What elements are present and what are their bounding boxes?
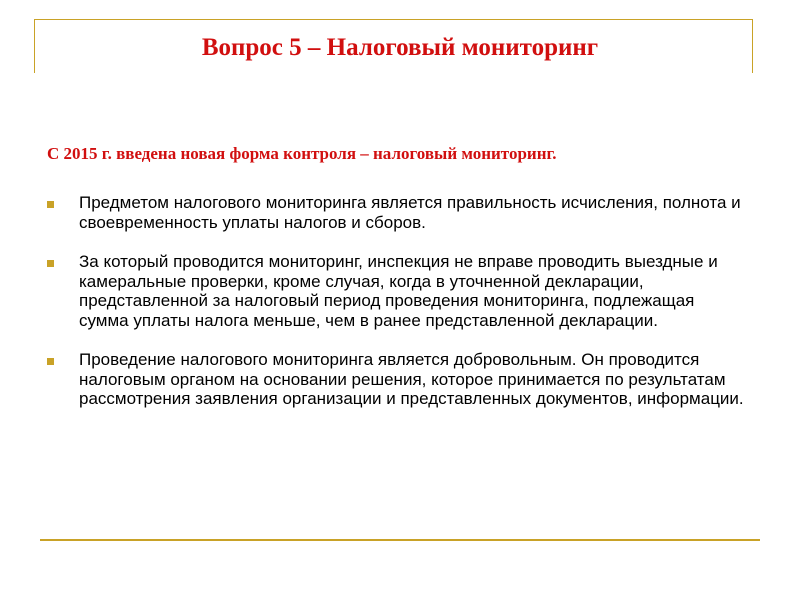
bullet-text: За который проводится мониторинг, инспекция не вправе проводить выездные и камеральные проверки, кроме случая, когда в уточненной декларации, представленной за налоговый период проведения мониторинга, подлежащая сумма уплаты налога меньше, чем в ранее представленной декларации. (79, 252, 718, 330)
bullet-item (47, 252, 747, 330)
bullet-list (47, 193, 747, 429)
footer-divider-line (40, 539, 760, 541)
bullet-item (47, 350, 747, 409)
square-bullet-icon (47, 260, 54, 267)
bullet-text: Предметом налогового мониторинга является правильность исчисления, полнота и своевременность уплаты налогов и сборов. (79, 193, 741, 232)
bullet-text: Проведение налогового мониторинга является добровольным. Он проводится налоговым органом на основании решения, которое принимается по результатам рассмотрения заявления организации и представленных документов, информации. (79, 350, 744, 408)
square-bullet-icon (47, 358, 54, 365)
slide-subtitle: С 2015 г. введена новая форма контроля – налоговый мониторинг. (47, 144, 557, 163)
square-bullet-icon (47, 201, 54, 208)
title-frame-top-line (34, 19, 752, 20)
bullet-item (47, 193, 747, 232)
slide-title: Вопрос 5 – Налоговый мониторинг (201, 34, 599, 61)
